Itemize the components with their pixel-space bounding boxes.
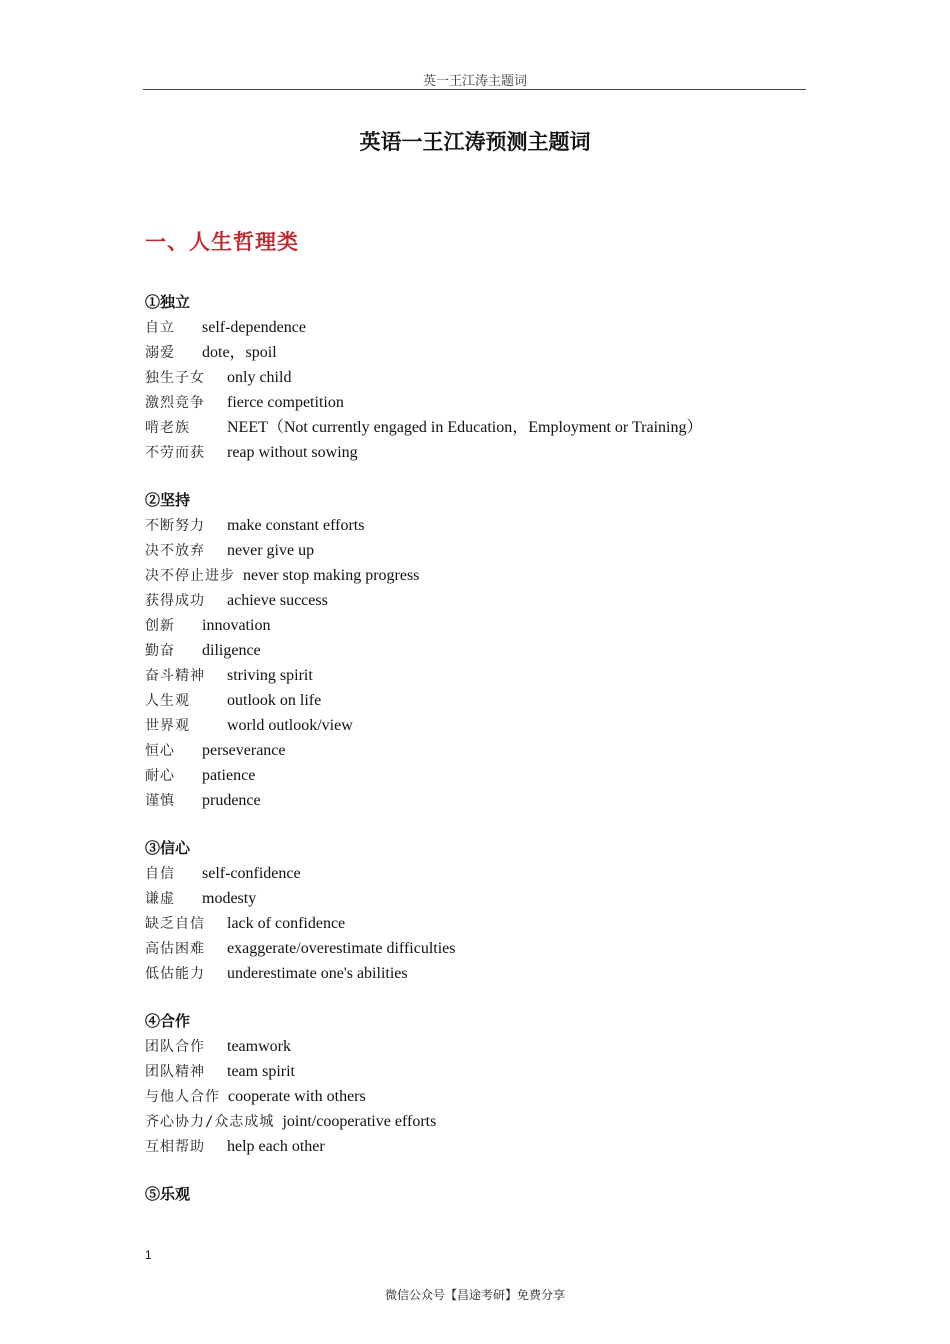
document-title: 英语一王江涛预测主题词 <box>359 130 591 154</box>
section-title: 一、人生哲理类 <box>145 229 299 254</box>
vocab-entry <box>145 1109 805 1134</box>
english-term: dote，spoil <box>202 344 277 361</box>
english-term: underestimate one's abilities <box>227 965 408 982</box>
english-term: self-dependence <box>202 319 306 336</box>
english-term: teamwork <box>227 1038 291 1055</box>
chinese-term: 获得成功 <box>145 593 205 609</box>
chinese-term: 人生观 <box>145 693 190 709</box>
chinese-term: 不断努力 <box>145 518 205 534</box>
chinese-term: 溺爱 <box>145 345 175 361</box>
header-divider <box>143 89 806 90</box>
subsection-heading: ①独立 <box>145 293 191 311</box>
vocab-entry <box>145 415 805 440</box>
chinese-term: 谨慎 <box>145 793 175 809</box>
english-term: never stop making progress <box>243 567 420 584</box>
chinese-term: 自信 <box>145 866 175 882</box>
subsection-heading: ④合作 <box>145 1012 191 1030</box>
vocab-entry <box>145 365 805 390</box>
vocab-entry <box>145 763 805 788</box>
subsection-heading: ③信心 <box>145 839 191 857</box>
vocab-entry <box>145 936 805 961</box>
vocab-entry <box>145 563 805 588</box>
vocab-entry <box>145 1059 805 1084</box>
vocab-entry <box>145 788 805 813</box>
chinese-term: 恒心 <box>145 743 175 759</box>
subsection-heading: ②坚持 <box>145 491 191 509</box>
english-term: reap without sowing <box>227 444 358 461</box>
page-number: 1 <box>145 1248 152 1262</box>
vocab-entry <box>145 315 805 340</box>
english-term: never give up <box>227 542 315 559</box>
english-term: only child <box>227 369 292 386</box>
vocab-subsection <box>145 488 805 813</box>
vocab-entry <box>145 1134 805 1159</box>
vocab-entry <box>145 861 805 886</box>
english-term: innovation <box>202 617 271 634</box>
chinese-term: 啃老族 <box>145 420 190 436</box>
vocab-entry <box>145 638 805 663</box>
english-term: striving spirit <box>227 667 313 684</box>
chinese-term: 低估能力 <box>145 966 205 982</box>
footer-note: 微信公众号【昌途考研】免费分享 <box>384 1288 565 1302</box>
chinese-term: 奋斗精神 <box>145 668 205 684</box>
english-term: fierce competition <box>227 394 344 411</box>
english-term: help each other <box>227 1138 325 1155</box>
chinese-term: 世界观 <box>145 718 190 734</box>
vocab-entry <box>145 663 805 688</box>
chinese-term: 互相帮助 <box>145 1139 205 1155</box>
chinese-term: 团队合作 <box>145 1039 205 1055</box>
english-term: achieve success <box>227 592 328 609</box>
chinese-term: 缺乏自信 <box>145 916 205 932</box>
vocab-subsection <box>145 1009 805 1159</box>
chinese-term: 耐心 <box>145 768 175 784</box>
vocab-entry <box>145 738 805 763</box>
chinese-term: 创新 <box>145 618 175 634</box>
chinese-term: 激烈竞争 <box>145 395 205 411</box>
english-term: exaggerate/overestimate difficulties <box>227 940 456 957</box>
vocab-entry <box>145 713 805 738</box>
english-term: perseverance <box>202 742 286 759</box>
english-term: patience <box>202 767 256 784</box>
english-term: NEET（Not currently engaged in Education，Employment or Training） <box>227 419 703 436</box>
chinese-term: 决不停止进步 <box>145 568 235 584</box>
vocab-entry <box>145 440 805 465</box>
english-term: outlook on life <box>227 692 322 709</box>
vocab-entry <box>145 886 805 911</box>
english-term: cooperate with others <box>228 1088 366 1105</box>
chinese-term: 高估困难 <box>145 941 205 957</box>
vocab-entry <box>145 911 805 936</box>
vocab-entry <box>145 538 805 563</box>
chinese-term: 独生子女 <box>145 370 205 386</box>
chinese-term: 团队精神 <box>145 1064 205 1080</box>
vocabulary-content <box>145 290 805 1229</box>
english-term: prudence <box>202 792 261 809</box>
vocab-entry <box>145 613 805 638</box>
vocab-subsection <box>145 836 805 986</box>
vocab-entry <box>145 688 805 713</box>
english-term: joint/cooperative efforts <box>282 1113 437 1130</box>
chinese-term: 自立 <box>145 320 175 336</box>
subsection-heading: ⑤乐观 <box>145 1185 191 1203</box>
english-term: world outlook/view <box>227 717 353 734</box>
vocab-entry <box>145 1034 805 1059</box>
vocab-subsection <box>145 290 805 465</box>
chinese-term: 与他人合作 <box>145 1089 220 1105</box>
english-term: make constant efforts <box>227 517 365 534</box>
chinese-term: 谦虚 <box>145 891 175 907</box>
vocab-entry <box>145 390 805 415</box>
chinese-term: 勤奋 <box>145 643 175 659</box>
vocab-entry <box>145 1084 805 1109</box>
vocab-entry <box>145 513 805 538</box>
english-term: diligence <box>202 642 261 659</box>
chinese-term: 决不放弃 <box>145 543 205 559</box>
chinese-term: 不劳而获 <box>145 445 205 461</box>
vocab-subsection <box>145 1182 805 1206</box>
english-term: modesty <box>202 890 257 907</box>
english-term: self-confidence <box>202 865 301 882</box>
english-term: lack of confidence <box>227 915 346 932</box>
vocab-entry <box>145 340 805 365</box>
running-header: 英一王江涛主题词 <box>422 74 527 89</box>
vocab-entry <box>145 588 805 613</box>
vocab-entry <box>145 961 805 986</box>
english-term: team spirit <box>227 1063 295 1080</box>
chinese-term: 齐心协力/众志成城 <box>145 1114 275 1130</box>
